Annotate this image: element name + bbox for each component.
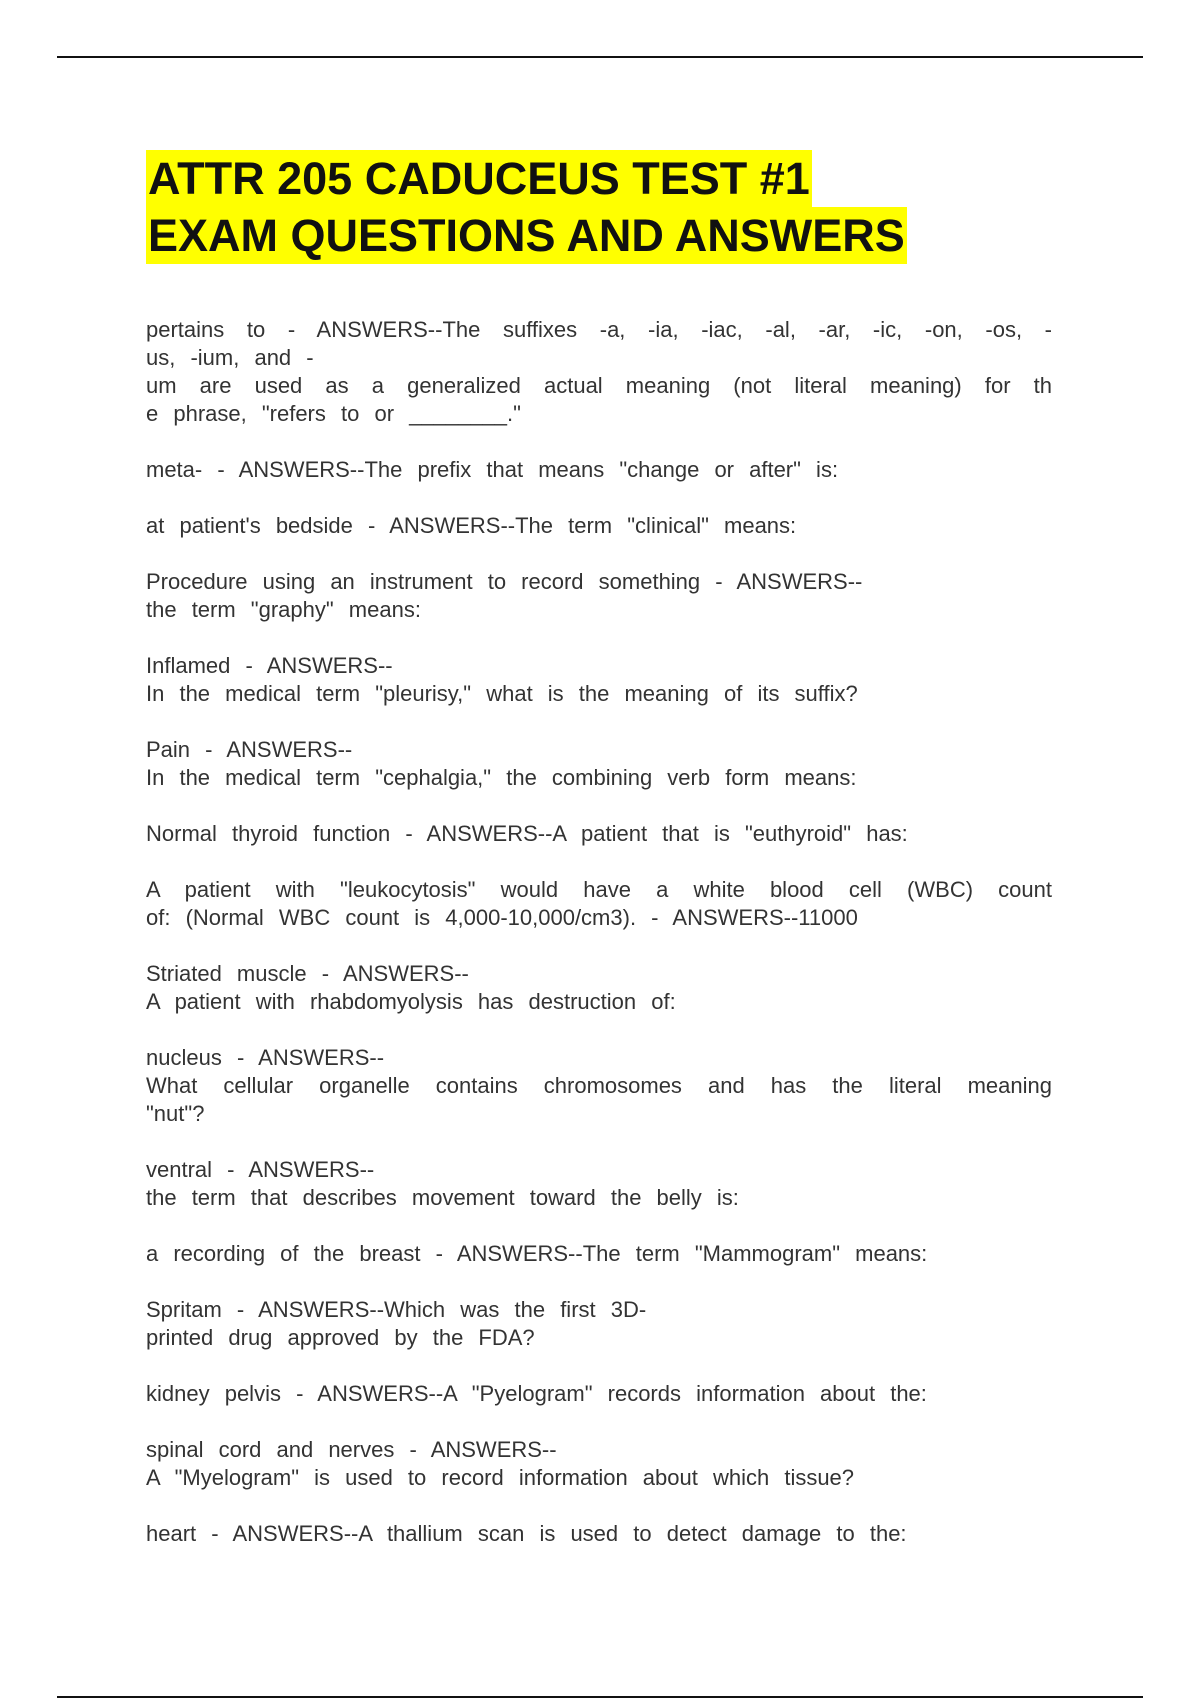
qa-entry <box>146 652 1052 708</box>
qa-line: printed drug approved by the FDA? <box>146 1325 535 1350</box>
qa-line: the term "graphy" means: <box>146 597 421 622</box>
qa-entry <box>146 960 1052 1016</box>
qa-line: Striated muscle - ANSWERS-- <box>146 961 469 986</box>
qa-line: Spritam - ANSWERS--Which was the first 3D- <box>146 1297 647 1322</box>
qa-line: In the medical term "pleurisy," what is the meaning of its suffix? <box>146 681 858 706</box>
qa-entry <box>146 1044 1052 1128</box>
qa-line: In the medical term "cephalgia," the combining verb form means: <box>146 765 857 790</box>
qa-line: A patient with rhabdomyolysis has destruction of: <box>146 989 676 1014</box>
qa-entry <box>146 1380 1052 1408</box>
qa-line: Pain - ANSWERS-- <box>146 737 353 762</box>
qa-line: at patient's bedside - ANSWERS--The term "clinical" means: <box>146 513 797 538</box>
qa-entry <box>146 1296 1052 1352</box>
qa-line: "nut"? <box>146 1101 205 1126</box>
qa-line: Normal thyroid function - ANSWERS--A patient that is "euthyroid" has: <box>146 821 908 846</box>
qa-line: What cellular organelle contains chromosomes and has the literal meaning <box>146 1073 1052 1098</box>
qa-entry <box>146 1156 1052 1212</box>
qa-entry <box>146 736 1052 792</box>
qa-line: kidney pelvis - ANSWERS--A "Pyelogram" records information about the: <box>146 1381 927 1406</box>
qa-line: Inflamed - ANSWERS-- <box>146 653 393 678</box>
top-rule <box>57 56 1143 58</box>
qa-line: spinal cord and nerves - ANSWERS-- <box>146 1437 557 1462</box>
title-line: ATTR 205 CADUCEUS TEST #1 <box>146 150 812 207</box>
title-line: EXAM QUESTIONS AND ANSWERS <box>146 207 907 264</box>
qa-line: A patient with "leukocytosis" would have a white blood cell (WBC) count <box>146 877 1052 902</box>
qa-line: ventral - ANSWERS-- <box>146 1157 375 1182</box>
bottom-rule <box>57 1696 1143 1698</box>
qa-line: um are used as a generalized actual meaning (not literal meaning) for th <box>146 373 1052 398</box>
qa-entry <box>146 1240 1052 1268</box>
qa-line: the term that describes movement toward the belly is: <box>146 1185 739 1210</box>
qa-line: A "Myelogram" is used to record information about which tissue? <box>146 1465 855 1490</box>
qa-entry <box>146 456 1052 484</box>
qa-line: Procedure using an instrument to record something - ANSWERS-- <box>146 569 863 594</box>
qa-line: of: (Normal WBC count is 4,000-10,000/cm3). - ANSWERS--11000 <box>146 905 858 930</box>
qa-entry <box>146 1436 1052 1492</box>
qa-line: us, -ium, and - <box>146 345 314 370</box>
qa-entry <box>146 568 1052 624</box>
qa-line: e phrase, "refers to or ________." <box>146 401 521 426</box>
qa-line: meta- - ANSWERS--The prefix that means "change or after" is: <box>146 457 839 482</box>
qa-line: nucleus - ANSWERS-- <box>146 1045 385 1070</box>
qa-line: a recording of the breast - ANSWERS--The term "Mammogram" means: <box>146 1241 928 1266</box>
qa-entry <box>146 1520 1052 1548</box>
document-title <box>146 150 1052 264</box>
qa-entry <box>146 316 1052 428</box>
qa-entry <box>146 820 1052 848</box>
qa-entry <box>146 512 1052 540</box>
document-body <box>146 150 1052 1576</box>
qa-line: heart - ANSWERS--A thallium scan is used to detect damage to the: <box>146 1521 907 1546</box>
qa-list <box>146 316 1052 1548</box>
qa-line: pertains to - ANSWERS--The suffixes -a, -ia, -iac, -al, -ar, -ic, -on, -os, - <box>146 317 1052 342</box>
qa-entry <box>146 876 1052 932</box>
